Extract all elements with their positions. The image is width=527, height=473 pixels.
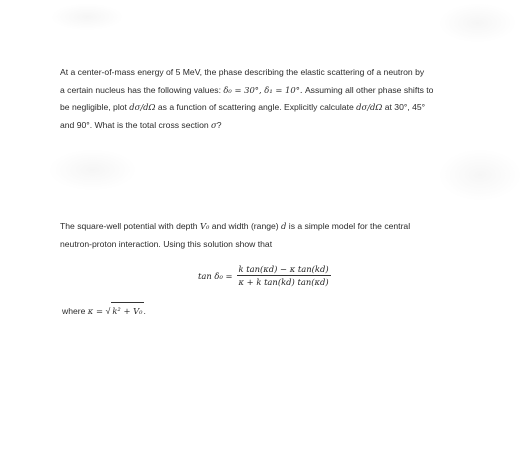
well-depth-math: V₀	[199, 221, 210, 231]
problem-1-text	[60, 64, 475, 134]
problem-1-line-3-pre: be negligible, plot	[60, 102, 130, 113]
problem-2-line-2: neutron-proton interaction. Using this solution show that	[60, 238, 273, 249]
cross-section-math-1: dσ/dΩ	[129, 102, 156, 113]
scan-smudge-top-left	[52, 4, 122, 30]
problem-1-line-4-pre: and 90°. What is the total cross section	[60, 119, 212, 130]
sqrt-sign: √	[105, 306, 111, 316]
scan-smudge-top-right	[440, 4, 515, 42]
formula-numerator: k tan(κd) − κ tan(kd)	[238, 264, 329, 274]
problem-1-line-3-post: at 30°, 45°	[382, 102, 426, 113]
cross-section-math-2: dσ/dΩ	[356, 102, 383, 113]
phase-values-math: δ₀ = 30°, δ₁ = 10°.	[223, 84, 303, 95]
scan-smudge-mid-right	[440, 150, 520, 200]
formula-denominator: κ + k tan(kd) tan(κd)	[238, 277, 329, 287]
problem-1-line-2-post: Assuming all other phase shifts to	[302, 84, 434, 95]
well-width-math: d	[281, 221, 287, 231]
problem-2-text	[60, 218, 475, 253]
where-post: .	[143, 306, 146, 316]
problem-2-line-1	[60, 218, 475, 236]
total-cross-section-math: σ	[211, 119, 217, 130]
problem-2-line-1-mid: and width (range)	[209, 221, 282, 231]
problem-1-line-4	[60, 117, 475, 135]
problem-1-line-1: At a center-of-mass energy of 5 MeV, the phase describing the elastic scattering of a neutron by	[60, 67, 425, 77]
problem-2-line-1-pre: The square-well potential with depth	[60, 221, 200, 231]
scan-smudge-mid-left	[50, 150, 135, 190]
problem-1-line-3	[60, 99, 475, 117]
problem-1-line-4-post: ?	[216, 119, 222, 130]
phase-shift-formula	[198, 264, 331, 287]
formula-lhs: tan δ₀ =	[198, 270, 233, 281]
kappa-definition	[62, 302, 146, 320]
where-pre: where	[62, 306, 88, 316]
formula-fraction	[237, 264, 331, 287]
problem-1-line-2-pre: a certain nucleus has the following values:	[60, 84, 224, 95]
sqrt-argument: k² + V₀	[111, 302, 143, 320]
kappa-lhs: κ =	[87, 306, 106, 316]
problem-1-line-3-mid: as a function of scattering angle. Explicitly calculate	[155, 102, 357, 113]
problem-2-line-1-post: is a simple model for the central	[286, 221, 411, 231]
problem-1-line-2	[60, 82, 475, 100]
